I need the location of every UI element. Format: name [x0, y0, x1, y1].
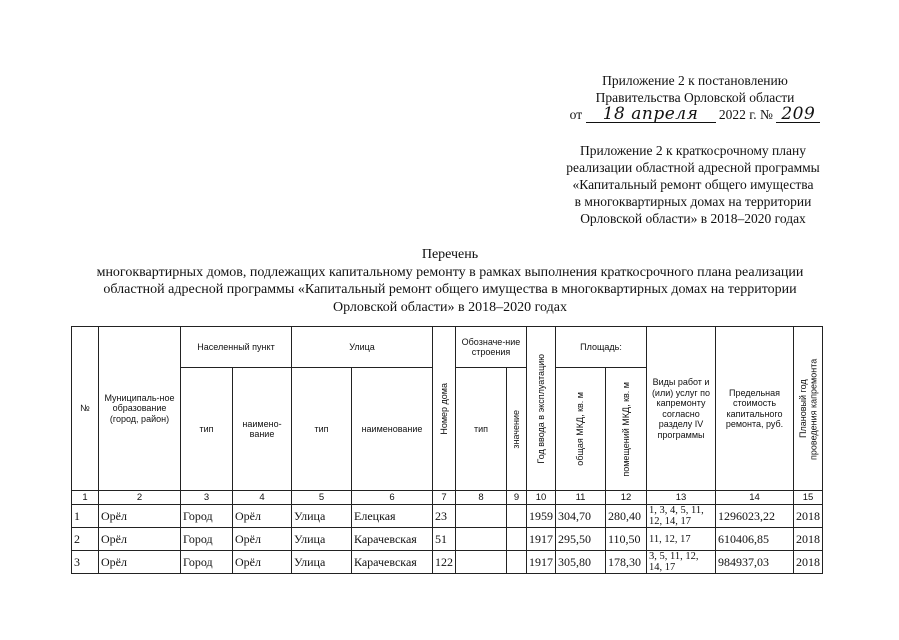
cell-planned-year: 2018	[794, 528, 823, 551]
column-number: 7	[433, 491, 456, 505]
title-line: Орловской области» в 2018–2020 годах	[333, 299, 567, 315]
cell-street-name: Карачевская	[352, 528, 433, 551]
cell-street-type: Улица	[292, 551, 352, 574]
column-number: 8	[456, 491, 507, 505]
cell-street-type: Улица	[292, 505, 352, 528]
program-line: в многоквартирных домах на территории	[574, 194, 812, 209]
header-street: Улица	[292, 327, 433, 368]
header-street-name: наименование	[352, 368, 433, 491]
column-number: 13	[647, 491, 716, 505]
cell-year: 1917	[527, 551, 556, 574]
cell-cost: 1296023,22	[716, 505, 794, 528]
header-area-premises: помещений МКД, кв. м	[606, 368, 647, 491]
cell-municipality: Орёл	[99, 505, 181, 528]
cell-building-value	[507, 551, 527, 574]
column-numbers-row	[72, 491, 823, 505]
cell-no: 2	[72, 528, 99, 551]
cell-area-total: 295,50	[556, 528, 606, 551]
cell-settlement-type: Город	[181, 528, 233, 551]
handwritten-number: 209	[776, 107, 820, 123]
cell-year: 1959	[527, 505, 556, 528]
from-prefix: от	[569, 107, 583, 122]
cell-settlement-name: Орёл	[233, 551, 292, 574]
cell-street-type: Улица	[292, 528, 352, 551]
program-line: Приложение 2 к краткосрочному плану	[580, 143, 806, 158]
header-street-type: тип	[292, 368, 352, 491]
cell-cost: 984937,03	[716, 551, 794, 574]
cell-municipality: Орёл	[99, 528, 181, 551]
approval-date-line	[560, 106, 830, 123]
cell-building-type	[456, 505, 507, 528]
column-number: 11	[556, 491, 606, 505]
cell-street-name: Елецкая	[352, 505, 433, 528]
table-row	[72, 551, 823, 574]
title-line: областной адресной программы «Капитальный ремонт общего имущества в многоквартирных домах на территории	[103, 282, 797, 297]
title-line: многоквартирных домов, подлежащих капитальному ремонту в рамках выполнения краткосрочного плана реализации	[96, 264, 804, 280]
header-works: Виды работ и (или) услуг по капремонту согласно разделу IV программы	[647, 327, 716, 491]
cell-area-premises: 280,40	[606, 505, 647, 528]
cell-works: 3, 5, 11, 12, 14, 17	[647, 551, 716, 574]
column-number: 10	[527, 491, 556, 505]
cell-area-total: 304,70	[556, 505, 606, 528]
cell-settlement-type: Город	[181, 505, 233, 528]
column-number: 3	[181, 491, 233, 505]
table-row	[72, 505, 823, 528]
column-number: 5	[292, 491, 352, 505]
program-line: «Капитальный ремонт общего имущества	[572, 177, 814, 192]
column-number: 12	[606, 491, 647, 505]
cell-year: 1917	[527, 528, 556, 551]
header-settlement-type: тип	[181, 368, 233, 491]
program-appendix	[548, 142, 838, 227]
cell-area-premises: 110,50	[606, 528, 647, 551]
cell-building-value	[507, 528, 527, 551]
cell-house: 23	[433, 505, 456, 528]
cell-building-value	[507, 505, 527, 528]
cell-works: 1, 3, 4, 5, 11, 12, 14, 17	[647, 505, 716, 528]
cell-cost: 610406,85	[716, 528, 794, 551]
header-building-type: тип	[456, 368, 507, 491]
cell-settlement-type: Город	[181, 551, 233, 574]
column-number: 1	[72, 491, 99, 505]
header-area: Площадь:	[556, 327, 647, 368]
header-building: Обозначе-ние строения	[456, 327, 527, 368]
header-building-value: значение	[507, 368, 527, 491]
program-line: реализации областной адресной программы	[566, 160, 820, 175]
approval-line-1: Приложение 2 к постановлению	[602, 73, 788, 88]
header-settlement: Населенный пункт	[181, 327, 292, 368]
header-planned-year: Плановый год проведения капремонта	[794, 327, 823, 491]
cell-settlement-name: Орёл	[233, 505, 292, 528]
header-cost: Предельная стоимость капитального ремонта, руб.	[716, 327, 794, 491]
cell-building-type	[456, 528, 507, 551]
header-no: №	[72, 327, 99, 491]
cell-house: 122	[433, 551, 456, 574]
handwritten-date: 18 апреля	[586, 107, 716, 123]
cell-settlement-name: Орёл	[233, 528, 292, 551]
houses-table	[71, 326, 823, 574]
cell-area-total: 305,80	[556, 551, 606, 574]
header-house-number: Номер дома	[433, 327, 456, 491]
cell-house: 51	[433, 528, 456, 551]
year-text: 2022 г. №	[718, 107, 773, 122]
column-number: 15	[794, 491, 823, 505]
cell-planned-year: 2018	[794, 551, 823, 574]
cell-municipality: Орёл	[99, 551, 181, 574]
approval-header	[560, 72, 830, 123]
column-number: 6	[352, 491, 433, 505]
header-area-total: общая МКД, кв. м	[556, 368, 606, 491]
column-number: 2	[99, 491, 181, 505]
cell-no: 1	[72, 505, 99, 528]
cell-works: 11, 12, 17	[647, 528, 716, 551]
cell-building-type	[456, 551, 507, 574]
cell-street-name: Карачевская	[352, 551, 433, 574]
title-line: Перечень	[421, 247, 479, 262]
column-number: 9	[507, 491, 527, 505]
table-row	[72, 528, 823, 551]
cell-no: 3	[72, 551, 99, 574]
column-number: 14	[716, 491, 794, 505]
header-year-commissioned: Год ввода в эксплуатацию	[527, 327, 556, 491]
program-line: Орловской области» в 2018–2020 годах	[580, 211, 806, 226]
header-municipality: Муниципаль-ное образование (город, район)	[99, 327, 181, 491]
approval-line-2: Правительства Орловской области	[595, 90, 795, 105]
column-number: 4	[233, 491, 292, 505]
cell-planned-year: 2018	[794, 505, 823, 528]
document-title	[60, 246, 840, 316]
cell-area-premises: 178,30	[606, 551, 647, 574]
header-settlement-name: наимено-вание	[233, 368, 292, 491]
